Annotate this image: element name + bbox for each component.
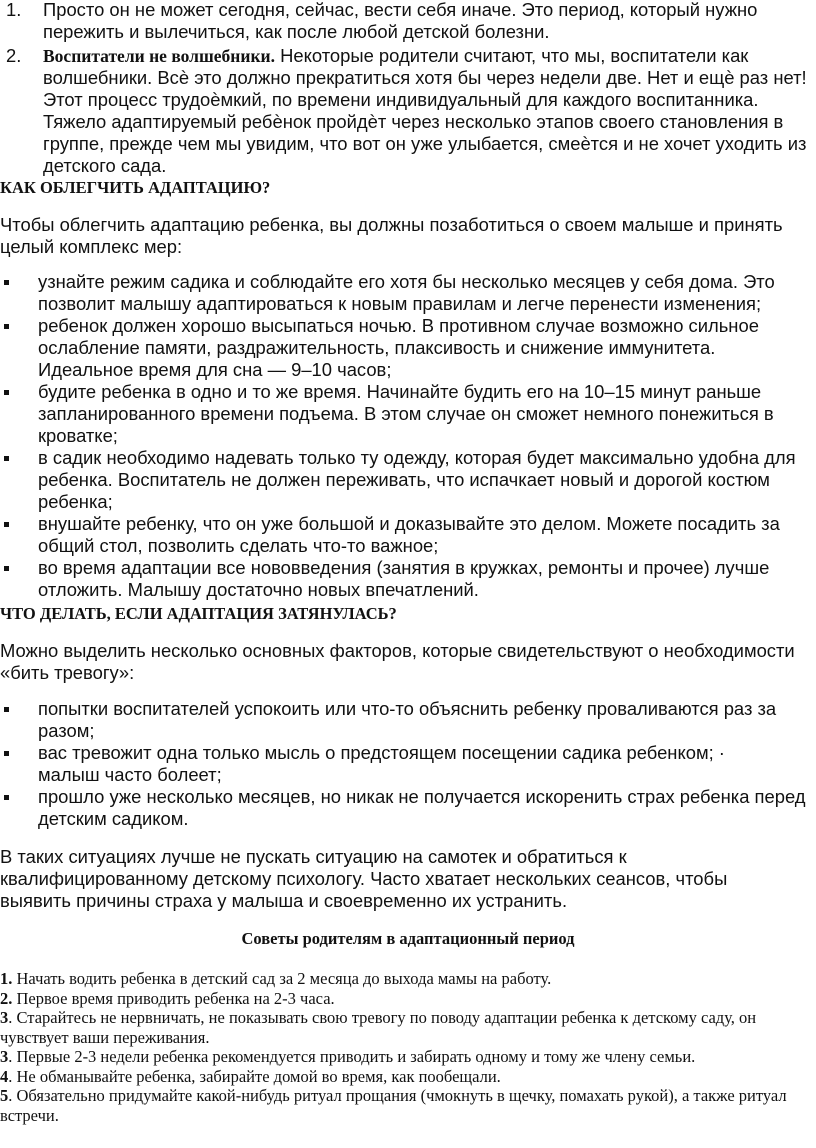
list-item: [0, 1067, 812, 1087]
list-item: [0, 989, 812, 1009]
bullet-icon: [4, 751, 9, 756]
list-item: [0, 1047, 812, 1067]
section-intro: Можно выделить несколько основных факторов, которые свидетельствуют о необходимости «бить тревогу»:: [0, 640, 795, 683]
list-item-text: узнайте режим садика и соблюдайте его хотя бы несколько месяцев у себя дома. Это позволит малышу адаптироваться к новым правилам и легче перенести изменения;: [38, 271, 775, 314]
tip-number: 4: [0, 1066, 9, 1086]
list-item-text: будите ребенка в одно и то же время. Начинайте будить его на 10–15 минут раньше запланированного времени подъема. В этом случае он сможет немного понежиться в кроватке;: [38, 381, 774, 446]
list-item-number: 1.: [6, 0, 22, 20]
list-item-text: в садик необходимо надевать только ту одежду, которая будет максимально удобна для ребенка. Воспитатель не должен переживать, что испачкает новый и дорогой костюм ребенка;: [38, 447, 796, 512]
bullet-icon: [4, 390, 9, 395]
tips-list: [0, 969, 812, 1125]
bullet-icon: [4, 795, 9, 800]
list-item: [0, 271, 806, 315]
list-item: [6, 0, 810, 45]
tip-number: 5: [0, 1086, 9, 1105]
list-item-text: внушайте ребенку, что он уже большой и доказывайте это делом. Можете посадить за общий стол, позволить сделать что-то важное;: [38, 513, 780, 556]
list-item: [0, 557, 806, 601]
bullet-icon: [4, 566, 9, 571]
list-item: [0, 969, 812, 989]
list-item-text: во время адаптации все нововведения (занятия в кружках, ремонты и прочее) лучше отложить. Малышу достаточно новых впечатлений.: [38, 557, 770, 600]
list-item: [0, 786, 806, 830]
list-item-text: Некоторые родители считают, что мы, воспитатели как волшебники. Всѐ это должно прекратиться хотя бы через недели две. Нет и ещѐ раз нет! Этот процесс трудоѐмкий, по времени индивидуальный для каждого воспитанника. Тяжело адаптируемый ребѐнок пройдѐт через несколько этапов своего становления в группе, прежде чем мы увидим, что вот он уже улыбается, смеѐтся и не хочет уходить из детского сада.: [43, 45, 807, 176]
tip-text: Начать водить ребенка в детский сад за 2 месяца до выхода мамы на работу.: [12, 969, 552, 988]
list-item: [6, 45, 810, 177]
section-heading: ЧТО ДЕЛАТЬ, ЕСЛИ АДАПТАЦИЯ ЗАТЯНУЛАСЬ?: [0, 604, 397, 623]
tip-text: Первое время приводить ребенка на 2-3 часа.: [12, 988, 335, 1008]
list-item: [0, 1086, 812, 1125]
bullet-icon: [4, 707, 9, 712]
tip-text: . Не обманывайте ребенка, забирайте домой во время, как пообещали.: [8, 1066, 501, 1086]
tip-number: 3: [0, 1047, 9, 1066]
bullet-icon: [4, 456, 9, 461]
tip-number: 3: [0, 1008, 9, 1027]
list-item-text: ребенок должен хорошо высыпаться ночью. В противном случае возможно сильное ослабление памяти, раздражительность, плаксивость и снижение иммунитета. Идеальное время для сна — 9–10 часов;: [38, 315, 759, 380]
section-heading: КАК ОБЛЕГЧИТЬ АДАПТАЦИЮ?: [0, 178, 271, 197]
tip-text: . Обязательно придумайте какой-нибудь ритуал прощания (чмокнуть в щечку, помахать рукой), а также ритуал встречи.: [0, 1086, 787, 1125]
list-item: [0, 742, 806, 786]
tip-number: 1.: [0, 969, 13, 988]
bullet-list: [0, 698, 806, 830]
tip-number: 2.: [0, 988, 13, 1008]
list-item-text: Просто он не может сегодня, сейчас, вести себя иначе. Это период, который нужно пережить и вылечиться, как после любой детской болезни.: [43, 0, 758, 42]
section-intro: Чтобы облегчить адаптацию ребенка, вы должны позаботиться о своем малыше и принять целый комплекс мер:: [0, 214, 783, 257]
list-item: [0, 513, 806, 557]
tips-title: Советы родителям в адаптационный период: [241, 929, 575, 948]
tip-text: . Старайтесь не нервничать, не показывать свою тревогу по поводу адаптации ребенка к детскому саду, он чувствует ваши переживания.: [0, 1008, 757, 1047]
list-item: [0, 447, 806, 513]
section-conclusion: В таких ситуациях лучше не пускать ситуацию на самотек и обратиться к квалифицированному детскому психологу. Часто хватает нескольких сеансов, чтобы выявить причины страха у малыша и своевременно их устранить.: [0, 846, 728, 911]
top-numbered-list: [6, 0, 810, 177]
list-item-text: вас тревожит одна только мысль о предстоящем посещении садика ребенком; · малыш часто болеет;: [38, 742, 771, 785]
bullet-list: [0, 271, 806, 601]
list-item: [0, 698, 806, 742]
list-item-number: 2.: [6, 45, 22, 66]
list-item: [0, 1008, 812, 1047]
list-item: [0, 315, 806, 381]
list-item-text: попытки воспитателей успокоить или что-то объяснить ребенку проваливаются раз за разом;: [38, 698, 777, 741]
bullet-icon: [4, 522, 9, 527]
list-item-text: прошло уже несколько месяцев, но никак не получается искоренить страх ребенка перед детским садиком.: [38, 786, 806, 829]
tip-text: . Первые 2-3 недели ребенка рекомендуется приводить и забирать одному и тому же члену семьи.: [8, 1047, 696, 1066]
bullet-icon: [4, 324, 9, 329]
list-item-lead: Воспитатели не волшебники.: [43, 46, 275, 66]
bullet-icon: [4, 280, 9, 285]
list-item: [0, 381, 806, 447]
